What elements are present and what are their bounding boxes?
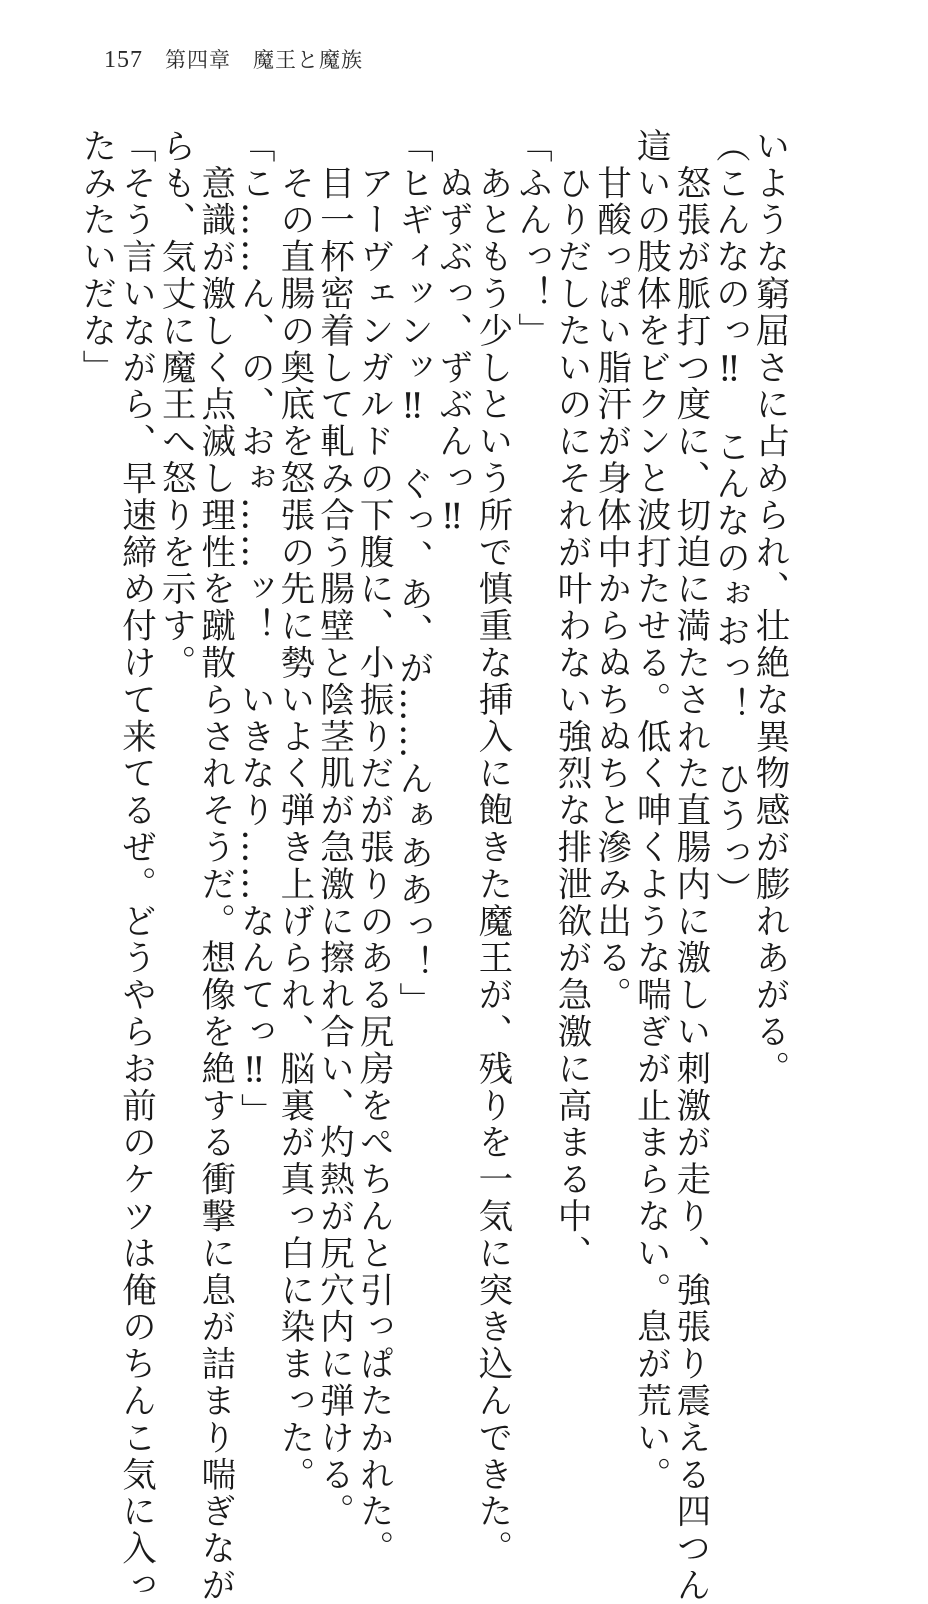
page-number: 157	[104, 47, 143, 73]
text-line: （こんなのっ‼ こんなのぉおっ！ ひうっ）	[709, 128, 750, 909]
text-line: いような窮屈さに占められ、壮絶な異物感が膨れあがる。	[749, 128, 789, 1088]
text-line: 這いの肢体をビクンと波打たせる。低く呻くような喘ぎが止まらない。息が荒い。	[630, 128, 671, 1494]
text-line: 「こ……ん、の、おぉ……ッ！ いきなり……なんてっ‼」	[234, 128, 275, 1130]
text-line: アーヴェンガルドの下腹に、小振りだが張りのある尻房をぺちんと引っぱたかれた。	[353, 128, 394, 1568]
text-line: あともう少しという所で慎重な挿入に飽きた魔王が、残りを一気に突き込んできた。	[471, 128, 512, 1568]
text-line: たみたいだな」	[75, 128, 116, 387]
text-line: 「ふんっ！」	[511, 128, 552, 350]
chapter-title: 第四章 魔王と魔族	[165, 48, 363, 72]
running-header	[104, 44, 363, 74]
text-line: ひりだしたいのにそれが叶わない強烈な排泄欲が急激に高まる中、	[551, 128, 592, 1272]
text-line: その直腸の奥底を怒張の先に勢いよく弾き上げられ、脳裏が真っ白に染まった。	[273, 128, 314, 1494]
text-line: 甘酸っぱい脂汗が身体中からぬちぬちと滲み出る。	[590, 128, 631, 1014]
text-line: らも、気丈に魔王へ怒りを示す。	[155, 128, 196, 682]
text-line: 「そう言いながら、早速締め付けて来てるぜ。どうやらお前のケツは俺のちんこ気に入っ	[115, 128, 156, 1604]
text-line: 目一杯密着して軋み合う腸壁と陰茎肌が急激に擦れ合い、灼熱が尻穴内に弾ける。	[313, 128, 354, 1531]
text-line: 「ヒギィッンッ‼ ぐっ、あ、が……んぁああっ！」	[392, 128, 433, 1020]
text-line: 意識が激しく点滅し理性を蹴散らされそうだ。想像を絶する衝撃に息が詰まり喘ぎなが	[194, 128, 235, 1604]
text-line: 怒張が脈打つ度に、切迫に満たされた直腸内に激しい刺激が走り、強張り震える四つん	[669, 128, 710, 1604]
vertical-body-text	[75, 128, 789, 1604]
text-line: ぬずぶっ、ずぶんっ‼	[432, 128, 473, 540]
